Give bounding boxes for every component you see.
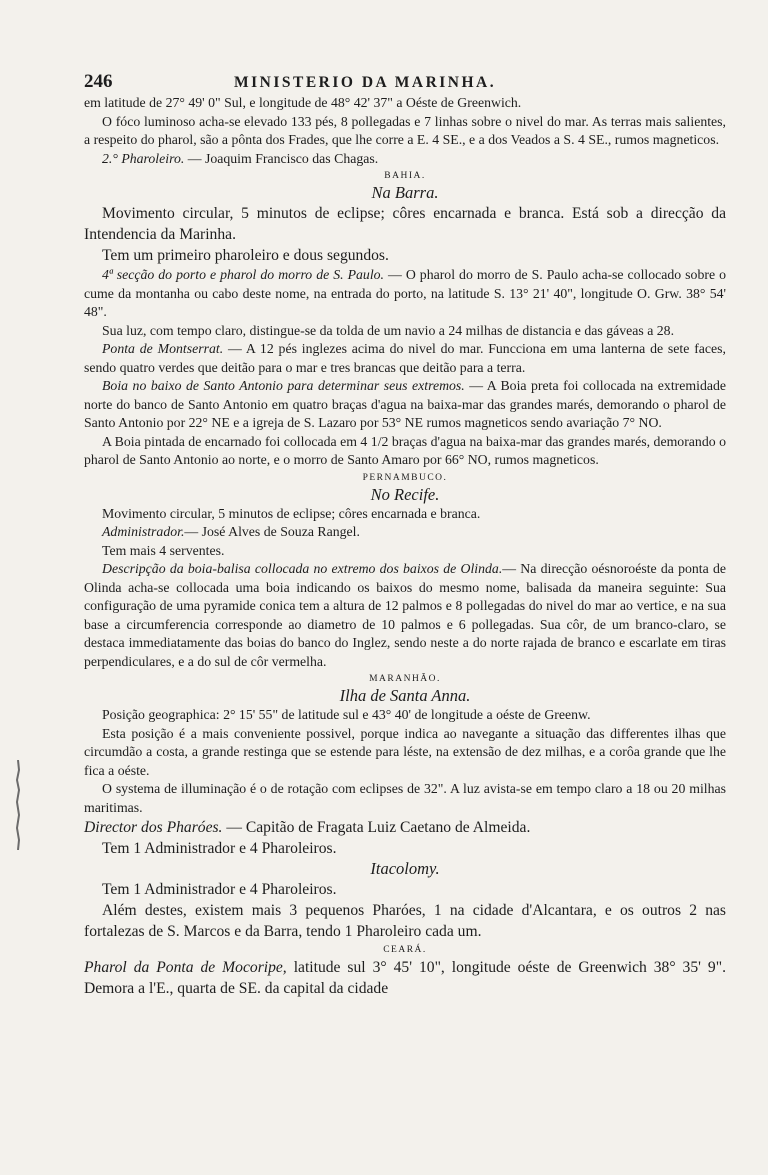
sao-paulo-label: 4ª secção do porto e pharol do morro de S. Paulo. [102,267,384,282]
sao-paulo-text: — O pharol do morro de S. Paulo acha-se collocado sobre o cume da montanha ou cabo deste nome, na entrada do porto, na latitude S. 13° 21' 40", longitude O. Grw. 38° 54' 48". [84,267,726,319]
mucuripe-label: Pharol da Ponta de Mocoripe, [84,959,287,976]
montserrat-text: — A 12 pés inglezes acima do nivel do mar. Funcciona em uma lanterna de sete faces, sendo quatro verdes que deitão para o mar e tres brancas que deitão para a terra. [84,341,726,375]
admin-label: Administrador. [102,524,185,539]
maranhao-convenient: Esta posição é a mais conveniente possivel, porque indica ao navegante a situação das differentes ilhas que circumdão a costa, a grande restinga que se estende para léste, na extensão de dez milhas, e a corôa grande que lhe fica a oéste. [84,725,726,778]
subheading-santa-anna: Ilha de Santa Anna. [339,686,471,705]
page-header [84,72,726,92]
pernambuco-movement: Movimento circular, 5 minutos de eclipse; côres encarnada e branca. [102,505,481,521]
maranhao-staff-2: Tem 1 Administrador e 4 Pharoleiros. [102,881,337,898]
section-heading-pernambuco: PERNAMBUCO. [362,472,448,483]
subheading-na-barra: Na Barra. [371,183,439,202]
bahia-buoy [84,377,726,433]
description-label: Descripção da boia-balisa collocada no extremo dos baixos de Olinda. [102,561,503,576]
margin-stamp [14,760,22,850]
mucuripe-text: latitude sul 3° 45' 10", longitude oéste de Greenwich 38° 35' 9". Demora a l'E., quarta de SE. da capital da cidade [84,959,726,997]
maranhao-staff-1: Tem 1 Administrador e 4 Pharoleiros. [102,840,337,857]
section-heading-bahia: BAHIA. [384,171,426,181]
page-number: 246 [84,71,113,92]
pernambuco-servants: Tem mais 4 serventes. [102,542,225,558]
intro-latitude: em latitude de 27° 49' 0" Sul, e longitude de 48° 42' 37" a Oéste de Greenwich. [84,95,522,110]
page-title: MINISTERIO DA MARINHA. [234,74,497,91]
director-label: Director dos Pharóes. [84,819,223,836]
maranhao-position: Posição geographica: 2° 15' 55" de latitude sul e 43° 40' de longitude a oéste de Greenw. [102,707,591,722]
intro-focus: O fóco luminoso acha-se elevado 133 pés, 8 pollegadas e 7 linhas sobre o nivel do mar. As terras mais salientes, a respeito do pharol, são a pônta dos Frades, que lhe corre a E. 4 SE., e a dos Veados a S. 4 SE., rumos magneticos. [84,113,726,147]
pernambuco-description [84,560,726,671]
bahia-sao-paulo [84,266,726,322]
admin-text: — José Alves de Souza Rangel. [184,524,360,539]
director-text: — Capitão de Fragata Luiz Caetano de Almeida. [222,819,531,836]
bahia-light: Sua luz, com tempo claro, distingue-se da tolda de um navio a 24 milhas de distancia e das gáveas a 28. [102,322,675,338]
bahia-movement: Movimento circular, 5 minutos de eclipse; côres encarnada e branca. Está sob a direcção da Intendencia da Marinha. [84,205,726,243]
bahia-keepers: Tem um primeiro pharoleiro e dous segundos. [102,247,389,264]
maranhao-director [84,817,726,838]
buoy-text: — A Boia preta foi collocada na extremidade norte do banco de Santo Antonio em quatro braças d'agua na baixa-mar das grandes marés, demorando o pharol de Santo Antonio por 22° NE e a igreja de S. Lazaro por 53° NE rumos magneticos sendo avariação 7° NO. [84,378,726,430]
ceara-mucuripe [84,957,726,999]
document-page [84,72,726,999]
subheading-no-recife: No Recife. [370,484,440,504]
bahia-red-buoy: A Boia pintada de encarnado foi collocada em 4 1/2 braças d'agua na baixa-mar das grandes marés, demorando o pharol de Santo Antonio ao norte, e o morro de Santo Amaro por 66° NO, rumos magneticos. [84,433,726,467]
maranhao-small-lights: Além destes, existem mais 3 pequenos Pharóes, 1 na cidade d'Alcantara, e os outros 2 nas fortalezas de S. Marcos e da Barra, tendo 1 Pharoleiro cada um. [84,902,726,940]
description-text: — Na direcção oésnoroéste da ponta de Olinda acha-se collocada uma boia indicando os baixos do mesmo nome, balisada da maneira seguinte: Sua configuração de uma pyramide conica tem a altura de 12 palmos e 8 pollegadas do nivel do mar ao vertice, e na sua base a circumferencia corresponde ao diametro de 10 palmos e 6 pollegadas. Sua côr, de um branco-claro, se destaca immediatamente das boias do banco do Inglez, sendo neste a do norte rajada de branco e escarlate em tiras perpendiculares, e a do sul de côr vermelha. [84,561,726,669]
section-heading-maranhao: MARANHÃO. [369,674,441,684]
keeper-text: — Joaquim Francisco das Chagas. [184,150,379,166]
subheading-itacolomy: Itacolomy. [370,859,440,878]
maranhao-system: O systema de illuminação é o de rotação com eclipses de 32". A luz avista-se em tempo claro a 18 ou 20 milhas maritimas. [84,781,726,815]
pernambuco-admin [84,523,726,542]
intro-keeper [84,150,726,169]
buoy-label: Boia no baixo de Santo Antonio para determinar seus extremos. [102,378,465,393]
section-heading-ceara: CEARÁ. [383,945,427,955]
montserrat-label: Ponta de Montserrat. [102,341,224,356]
keeper-label: 2.° Pharoleiro. [102,150,185,166]
bahia-montserrat [84,340,726,377]
